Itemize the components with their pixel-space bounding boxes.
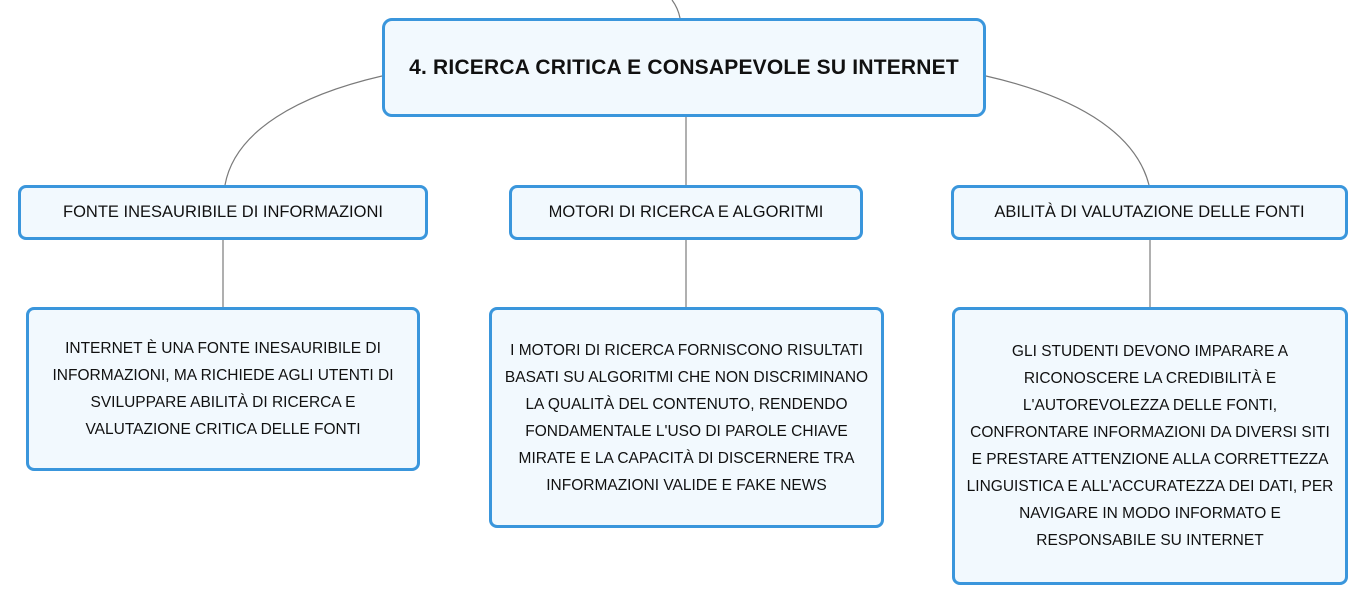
connector-central-to-topic-3	[986, 76, 1149, 185]
topic-label: ABILITÀ DI VALUTAZIONE DELLE FONTI	[994, 203, 1305, 221]
topic-node-motori-di-ricerca[interactable]	[509, 185, 863, 240]
detail-text: I MOTORI DI RICERCA FORNISCONO RISULTATI BASATI SU ALGORITMI CHE NON DISCRIMINANO LA QUALITÀ DEL CONTENUTO, RENDENDO FONDAMENTALE L'USO DI PAROLE CHIAVE MIRATE E LA CAPACITÀ DI DISCERNERE TRA INFORMAZIONI VALIDE E FAKE NEWS	[504, 341, 869, 494]
detail-node-fonte-inesauribile[interactable]	[26, 307, 420, 471]
central-topic-node[interactable]	[382, 18, 986, 117]
detail-node-motori-di-ricerca[interactable]	[489, 307, 884, 528]
connector-parent-to-central	[672, 0, 680, 18]
topic-node-abilita-valutazione[interactable]	[951, 185, 1348, 240]
connector-central-to-topic-1	[225, 76, 382, 185]
detail-text: GLI STUDENTI DEVONO IMPARARE A RICONOSCERE LA CREDIBILITÀ E L'AUTOREVOLEZZA DELLE FONTI, CONFRONTARE INFORMAZIONI DA DIVERSI SITI E PRESTARE ATTENZIONE ALLA CORRETTEZZA LINGUISTICA E ALL'ACCURATEZZA DEI DATI, PER NAVIGARE IN MODO INFORMATO E RESPONSABILE SU INTERNET	[966, 343, 1334, 549]
topic-label: MOTORI DI RICERCA E ALGORITMI	[548, 203, 824, 221]
topic-label: FONTE INESAURIBILE DI INFORMAZIONI	[63, 203, 383, 221]
central-topic-label: 4. RICERCA CRITICA E CONSAPEVOLE SU INTERNET	[409, 55, 959, 79]
topic-node-fonte-inesauribile[interactable]	[18, 185, 428, 240]
detail-node-abilita-valutazione[interactable]	[952, 307, 1348, 585]
detail-text: INTERNET È UNA FONTE INESAURIBILE DI INFORMAZIONI, MA RICHIEDE AGLI UTENTI DI SVILUPPARE ABILITÀ DI RICERCA E VALUTAZIONE CRITICA DELLE FONTI	[52, 340, 394, 438]
